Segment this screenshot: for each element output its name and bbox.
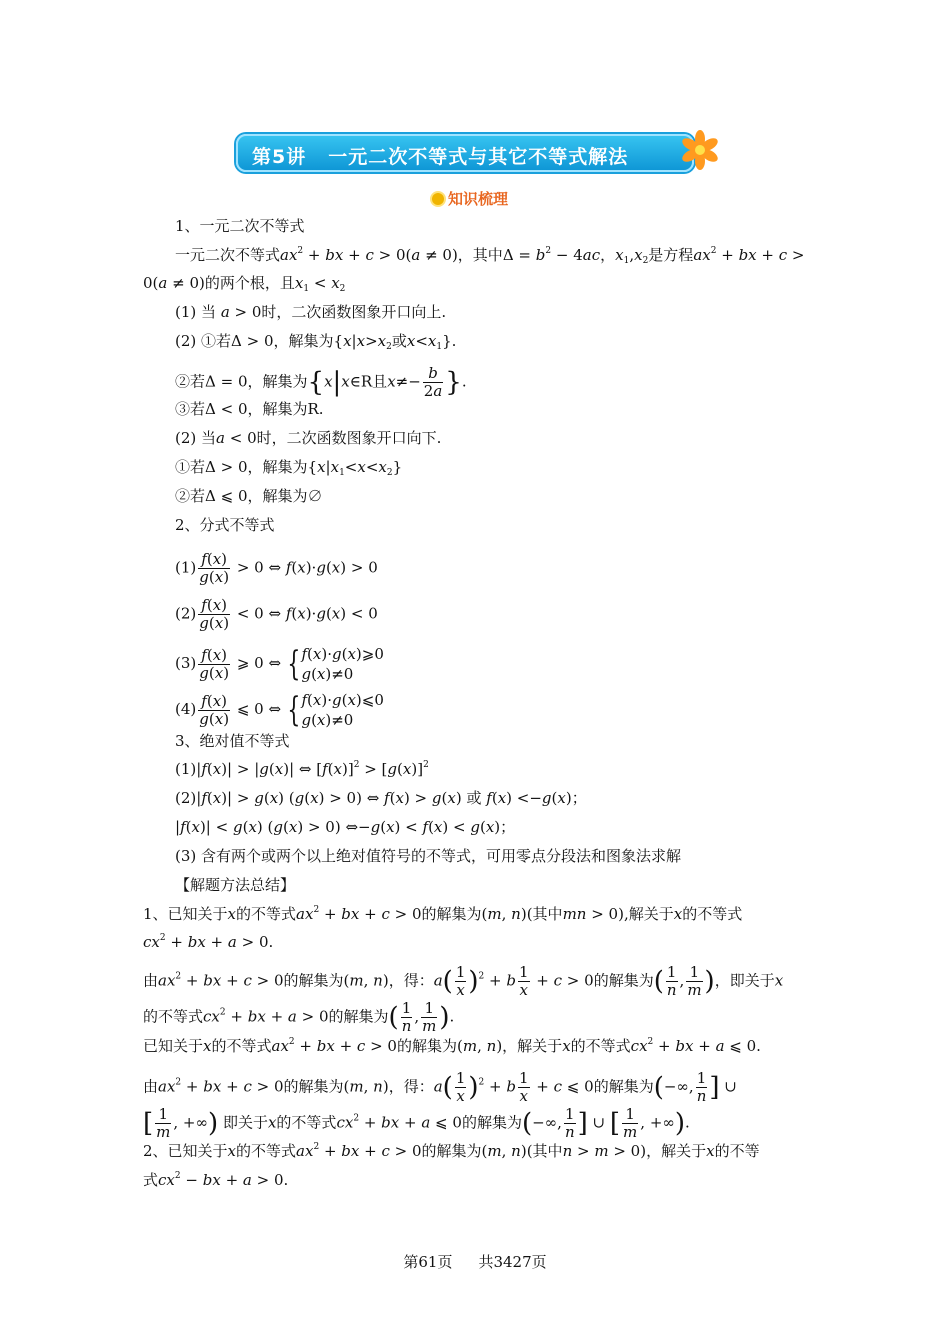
title-text [252, 142, 628, 169]
s1-item5: (2) 当a < 0时，二次函数图象开口向下. [175, 429, 442, 447]
page-footer [0, 1251, 950, 1272]
s3-line4: (3) 含有两个或两个以上绝对值符号的不等式，可用零点分段法和图象法求解 [175, 847, 682, 865]
s3-heading: 3、绝对值不等式 [175, 732, 290, 750]
summary-p8: 式$cx^2$ − bx + a > 0. [143, 1171, 289, 1189]
summary-p4: 已知关于x的不等式$ax^2$ + bx + c > 0的解集为(m, n)，解关于x的不等式$cx^2$ + bx + a ⩽ 0. [143, 1037, 761, 1055]
s2-line4: (4) $\frac{f(x)}{g(x)}$ ⩽ 0 ⇔ {f(x)·g(x)⩽0 g(x)≠0 [175, 690, 384, 730]
s1-intro-line2: 0(a ≠ 0)的两个根，且$x_1 < x_2$ [143, 274, 346, 294]
summary-p5: 由$ax^2$ + bx + c > 0的解集为(m, n)，得：a( $\frac{1}{x}$ )$^2$ + b $\frac{1}{x}$ + c ⩽ 0的解集为(−∞, $\frac{1}{n}$ ] ∪ [143, 1069, 737, 1105]
s1-item3: ②若Δ = 0，解集为{x|x∈R且x≠− $\frac{b}{2a}$ }. [175, 364, 467, 400]
summary-p1-cont: $cx^2$ + bx + a > 0. [143, 933, 274, 951]
s2-heading: 2、分式不等式 [175, 516, 275, 534]
summary-p6: [ $\frac{1}{m}$ , +∞) 即关于x的不等式$cx^2$ + bx + a ⩽ 0的解集为(−∞, $\frac{1}{n}$ ] ∪ [ $\frac{1}{m}$ , +∞). [143, 1105, 690, 1141]
lecture-title: 一元二次不等式与其它不等式解法 [328, 146, 629, 168]
s2-line2: (2) $\frac{f(x)}{g(x)}$ < 0 ⇔ f(x)·g(x) < 0 [175, 596, 378, 632]
s1-intro-line1: 一元二次不等式$ax^2$ + bx + c > 0(a ≠ 0)，其中$\Delta = b^2 - 4ac$，$x_1,x_2$是方程$ax^2$ + bx + c > [175, 246, 805, 266]
summary-p2: 由$ax^2$ + bx + c > 0的解集为(m, n)，得：a( $\frac{1}{x}$ )$^2$ + b $\frac{1}{x}$ + c > 0的解集为( $\frac{1}{n}$ , $\frac{1}{m}$ )，即关于x [143, 963, 784, 999]
summary-heading: 【解题方法总结】 [175, 876, 296, 894]
sun-icon [432, 193, 444, 205]
s3-line3: |f(x)| < g(x) (g(x) > 0) ⇔−g(x) < f(x) < g(x)； [175, 818, 516, 836]
s1-item6: ①若Δ > 0，解集为$\{x|x_1<x<x_2\}$ [175, 458, 403, 478]
s1-item4: ③若Δ < 0，解集为R. [175, 400, 324, 418]
s1-item1: (1) 当 a > 0时，二次函数图象开口向上. [175, 303, 447, 321]
flower-icon [678, 128, 722, 172]
s1-item7: ②若Δ ⩽ 0，解集为∅ [175, 487, 323, 505]
page-number: 第61页 [403, 1253, 453, 1271]
s3-line1: (1)|f(x)| > |g(x)| ⇔ $[f(x)]^2 > [g(x)]^2$ [175, 760, 429, 778]
page-total: 共3427页 [478, 1253, 547, 1271]
s2-line1: (1) $\frac{f(x)}{g(x)}$ > 0 ⇔ f(x)·g(x) > 0 [175, 550, 378, 586]
title-banner [236, 134, 694, 172]
s3-line2: (2)|f(x)| > g(x) (g(x) > 0) ⇔ f(x) > g(x) 或 f(x) <−g(x)； [175, 789, 587, 807]
lecture-number: 第5讲 [252, 146, 307, 168]
summary-p1: 1、已知关于x的不等式$ax^2$ + bx + c > 0的解集为(m, n)(其中mn > 0),解关于x的不等式 [143, 905, 743, 923]
summary-p3: 的不等式$cx^2$ + bx + a > 0的解集为( $\frac{1}{n}$ , $\frac{1}{m}$ ). [143, 999, 455, 1035]
s1-item2: (2) ①若Δ > 0，解集为{$x|x>x_2$或$x<x_1$}. [175, 332, 457, 352]
summary-p7: 2、已知关于x的不等式$ax^2$ + bx + c > 0的解集为(m, n)(其中n > m > 0)，解关于x的不等 [143, 1142, 760, 1160]
section-title: 知识梳理 [432, 188, 508, 209]
s2-line3: (3) $\frac{f(x)}{g(x)}$ ⩾ 0 ⇔ {f(x)·g(x)⩾0 g(x)≠0 [175, 644, 384, 684]
s1-heading: 1、一元二次不等式 [175, 217, 305, 235]
